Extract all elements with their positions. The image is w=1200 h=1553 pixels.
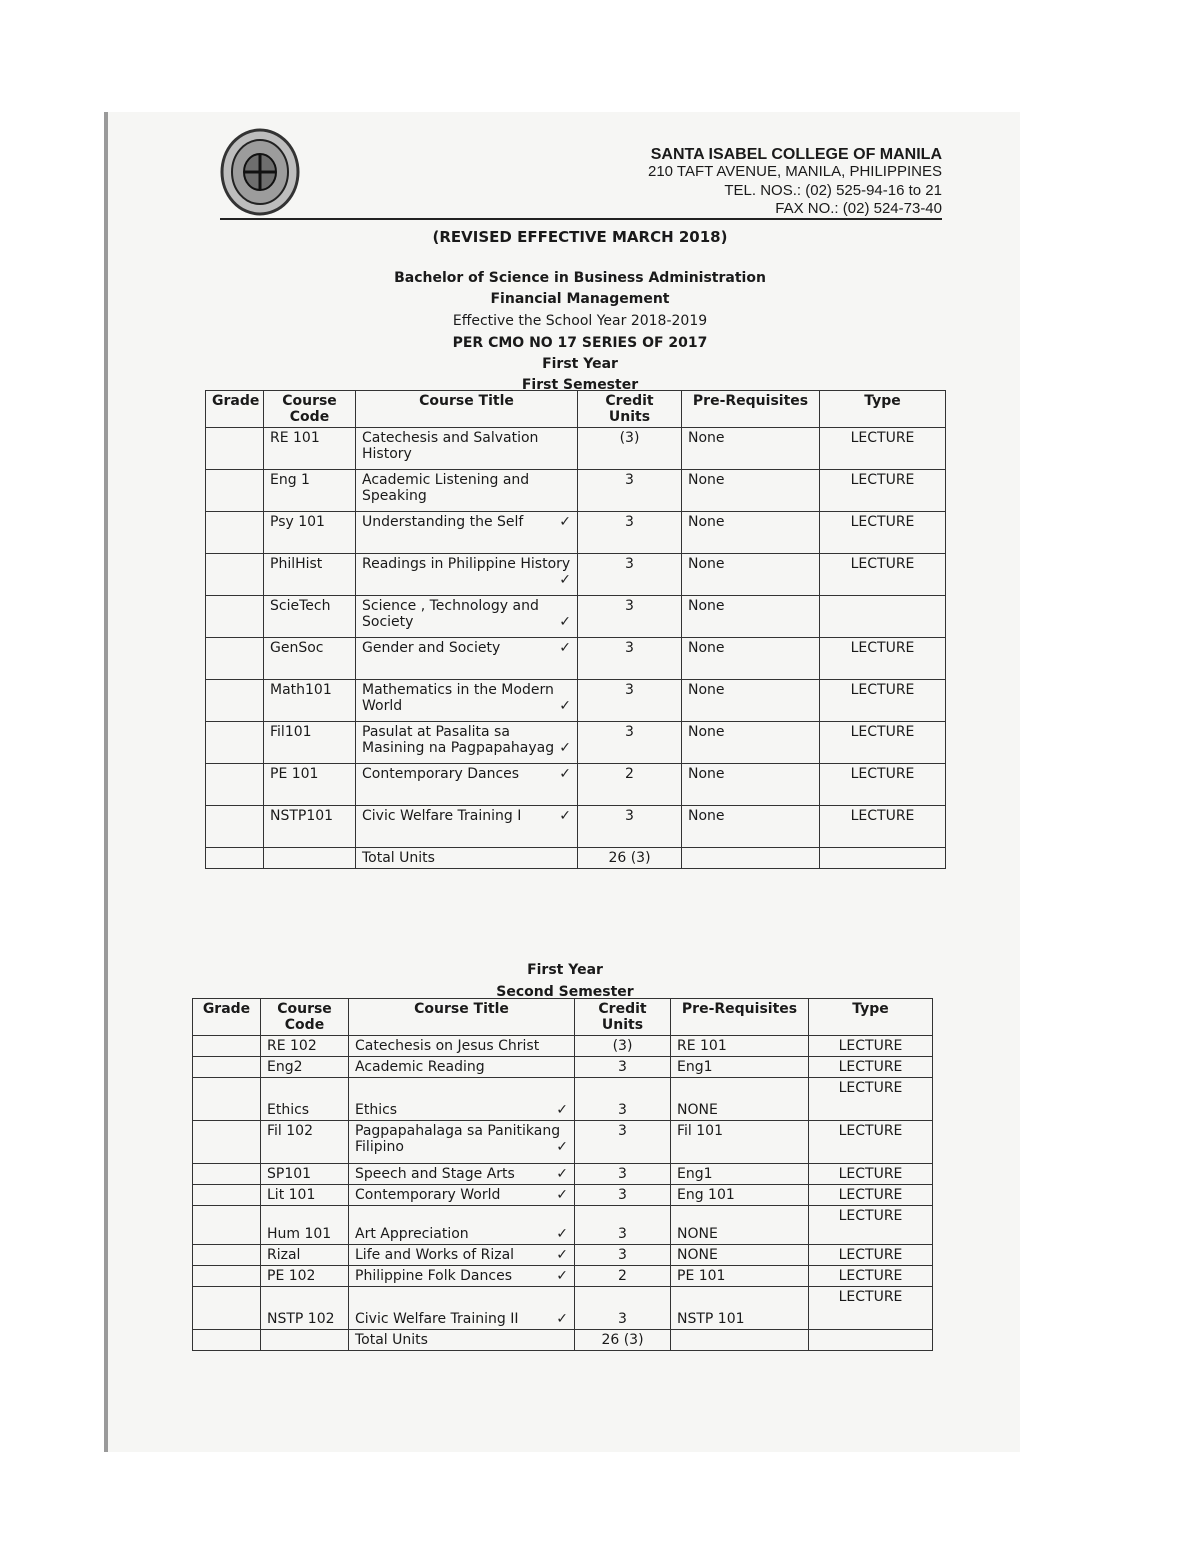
grade-cell: [206, 722, 264, 764]
second-semester-table: [192, 998, 933, 1351]
table-row: [206, 680, 946, 722]
checkmark-icon: ✓: [556, 1166, 568, 1182]
course-type: LECTURE: [820, 512, 946, 554]
checkmark-icon: ✓: [556, 1247, 568, 1263]
course-title: Catechesis on Jesus Christ: [349, 1036, 575, 1057]
course-code: Eng 1: [264, 470, 356, 512]
course-title: Pasulat at Pasalita sa Masining na Pagpapahayag ✓: [356, 722, 578, 764]
course-code: SP101: [261, 1164, 349, 1185]
course-code: Ethics: [261, 1078, 349, 1121]
table-row: [193, 1245, 933, 1266]
prerequisites: None: [682, 722, 820, 764]
total-row: [193, 1330, 933, 1351]
course-type: LECTURE: [809, 1185, 933, 1206]
column-type: Type: [809, 999, 933, 1036]
credit-units: 3: [575, 1057, 671, 1078]
table-row: [193, 1121, 933, 1164]
prerequisites: None: [682, 554, 820, 596]
table-row: [193, 1057, 933, 1078]
course-type: LECTURE: [820, 470, 946, 512]
prerequisites: NONE: [671, 1078, 809, 1121]
course-code: Psy 101: [264, 512, 356, 554]
course-title: Speech and Stage Arts ✓: [349, 1164, 575, 1185]
credit-units: 3: [575, 1121, 671, 1164]
grade-cell: [193, 1330, 261, 1351]
grade-cell: [193, 1057, 261, 1078]
course-title: Life and Works of Rizal ✓: [349, 1245, 575, 1266]
checkmark-icon: ✓: [559, 572, 571, 588]
course-type: LECTURE: [809, 1206, 933, 1245]
table-row: [193, 1185, 933, 1206]
course-type: LECTURE: [820, 764, 946, 806]
checkmark-icon: ✓: [556, 1102, 568, 1118]
credit-units: 3: [578, 554, 682, 596]
course-code: ScieTech: [264, 596, 356, 638]
prerequisites: PE 101: [671, 1266, 809, 1287]
prerequisites: None: [682, 596, 820, 638]
course-type: [820, 596, 946, 638]
course-title: Gender and Society ✓: [356, 638, 578, 680]
checkmark-icon: ✓: [559, 766, 571, 782]
checkmark-icon: ✓: [559, 698, 571, 714]
credit-units: (3): [578, 428, 682, 470]
prerequisites: None: [682, 638, 820, 680]
course-title: Ethics ✓: [349, 1078, 575, 1121]
grade-cell: [193, 1245, 261, 1266]
course-code: PE 102: [261, 1266, 349, 1287]
course-code: Lit 101: [261, 1185, 349, 1206]
grade-cell: [193, 1121, 261, 1164]
course-code: Hum 101: [261, 1206, 349, 1245]
credit-units: 3: [575, 1078, 671, 1121]
credit-units: 2: [578, 764, 682, 806]
table-row: [193, 1078, 933, 1121]
course-type: LECTURE: [820, 428, 946, 470]
school-fax: FAX NO.: (02) 524-73-40: [775, 200, 942, 217]
column-credit-units: Credit Units: [578, 391, 682, 428]
course-type: LECTURE: [809, 1057, 933, 1078]
table-row: [206, 596, 946, 638]
first-semester-table: [205, 390, 946, 869]
prerequisites: [671, 1330, 809, 1351]
course-title: Understanding the Self ✓: [356, 512, 578, 554]
course-type: [820, 848, 946, 869]
second-semester-label: Second Semester: [496, 984, 634, 1000]
table-row: [193, 1164, 933, 1185]
checkmark-icon: ✓: [556, 1226, 568, 1242]
column-course-title: Course Title: [356, 391, 578, 428]
total-label: Total Units: [356, 848, 578, 869]
college-seal-icon: [220, 128, 300, 216]
course-type: LECTURE: [820, 638, 946, 680]
course-type: LECTURE: [809, 1078, 933, 1121]
grade-cell: [193, 1185, 261, 1206]
course-type: [809, 1330, 933, 1351]
checkmark-icon: ✓: [559, 514, 571, 530]
course-code: GenSoc: [264, 638, 356, 680]
total-row: [206, 848, 946, 869]
prerequisites: None: [682, 806, 820, 848]
checkmark-icon: ✓: [556, 1187, 568, 1203]
course-type: LECTURE: [809, 1266, 933, 1287]
grade-cell: [193, 1266, 261, 1287]
course-type: LECTURE: [809, 1245, 933, 1266]
grade-cell: [193, 1206, 261, 1245]
school-name: SANTA ISABEL COLLEGE OF MANILA: [650, 146, 942, 163]
total-units: 26 (3): [575, 1330, 671, 1351]
course-title: Art Appreciation ✓: [349, 1206, 575, 1245]
header-divider: [220, 218, 942, 220]
grade-cell: [206, 512, 264, 554]
credit-units: 2: [575, 1266, 671, 1287]
grade-cell: [206, 848, 264, 869]
course-title: Academic Listening and Speaking: [356, 470, 578, 512]
course-title: Civic Welfare Training I ✓: [356, 806, 578, 848]
credit-units: 3: [575, 1245, 671, 1266]
course-title: Contemporary Dances ✓: [356, 764, 578, 806]
program-major: Financial Management: [490, 291, 670, 307]
second-sem-year-label: First Year: [527, 962, 603, 978]
column-type: Type: [820, 391, 946, 428]
course-title: Science , Technology and Society ✓: [356, 596, 578, 638]
grade-cell: [206, 596, 264, 638]
credit-units: 3: [575, 1287, 671, 1330]
credit-units: 3: [578, 512, 682, 554]
grade-cell: [206, 680, 264, 722]
checkmark-icon: ✓: [559, 740, 571, 756]
checkmark-icon: ✓: [556, 1268, 568, 1284]
course-code: PE 101: [264, 764, 356, 806]
course-type: LECTURE: [809, 1287, 933, 1330]
credit-units: 3: [578, 638, 682, 680]
first-semester-label: First Semester: [521, 377, 639, 393]
school-year: Effective the School Year 2018-2019: [452, 313, 708, 329]
prerequisites: Eng 101: [671, 1185, 809, 1206]
table-row: [193, 1287, 933, 1330]
grade-cell: [193, 1287, 261, 1330]
table-row: [206, 722, 946, 764]
table-row: [206, 638, 946, 680]
course-code: RE 102: [261, 1036, 349, 1057]
credit-units: 3: [575, 1164, 671, 1185]
table-row: [193, 1206, 933, 1245]
course-type: LECTURE: [820, 722, 946, 764]
table-header-row: [206, 391, 946, 428]
course-type: LECTURE: [820, 680, 946, 722]
total-label: Total Units: [349, 1330, 575, 1351]
course-title: Academic Reading: [349, 1057, 575, 1078]
course-title: Mathematics in the Modern World ✓: [356, 680, 578, 722]
checkmark-icon: ✓: [559, 640, 571, 656]
credit-units: 3: [578, 722, 682, 764]
course-code: Fil101: [264, 722, 356, 764]
table-row: [206, 470, 946, 512]
prerequisites: Eng1: [671, 1057, 809, 1078]
credit-units: 3: [578, 806, 682, 848]
course-title: Civic Welfare Training II ✓: [349, 1287, 575, 1330]
course-code: [264, 848, 356, 869]
course-code: RE 101: [264, 428, 356, 470]
course-type: LECTURE: [809, 1164, 933, 1185]
course-title: Contemporary World ✓: [349, 1185, 575, 1206]
course-code: Eng2: [261, 1057, 349, 1078]
course-code: [261, 1330, 349, 1351]
school-address: 210 TAFT AVENUE, MANILA, PHILIPPINES: [648, 163, 942, 180]
credit-units: 3: [575, 1185, 671, 1206]
course-title: Catechesis and Salvation History: [356, 428, 578, 470]
course-title: Readings in Philippine History ✓: [356, 554, 578, 596]
column-prerequisites: Pre-Requisites: [682, 391, 820, 428]
table-row: [206, 428, 946, 470]
grade-cell: [206, 638, 264, 680]
table-row: [206, 554, 946, 596]
column-course-code: Course Code: [261, 999, 349, 1036]
credit-units: 3: [578, 680, 682, 722]
prerequisites: None: [682, 680, 820, 722]
program-title: Bachelor of Science in Business Administration: [394, 270, 766, 286]
prerequisites: NONE: [671, 1245, 809, 1266]
course-type: LECTURE: [809, 1036, 933, 1057]
checkmark-icon: ✓: [556, 1311, 568, 1327]
grade-cell: [206, 428, 264, 470]
course-title: Philippine Folk Dances ✓: [349, 1266, 575, 1287]
grade-cell: [193, 1164, 261, 1185]
credit-units: 3: [578, 596, 682, 638]
grade-cell: [193, 1036, 261, 1057]
table-row: [193, 1036, 933, 1057]
course-code: Math101: [264, 680, 356, 722]
revision-note: (REVISED EFFECTIVE MARCH 2018): [432, 228, 728, 246]
grade-cell: [206, 470, 264, 512]
prerequisites: NONE: [671, 1206, 809, 1245]
grade-cell: [206, 764, 264, 806]
column-course-code: Course Code: [264, 391, 356, 428]
school-telephone: TEL. NOS.: (02) 525-94-16 to 21: [724, 182, 942, 199]
course-code: NSTP 102: [261, 1287, 349, 1330]
prerequisites: Fil 101: [671, 1121, 809, 1164]
column-credit-units: Credit Units: [575, 999, 671, 1036]
cmo-reference: PER CMO NO 17 SERIES OF 2017: [452, 335, 708, 351]
column-prerequisites: Pre-Requisites: [671, 999, 809, 1036]
prerequisites: None: [682, 470, 820, 512]
total-units: 26 (3): [578, 848, 682, 869]
course-code: Rizal: [261, 1245, 349, 1266]
credit-units: 3: [578, 470, 682, 512]
table-row: [206, 512, 946, 554]
course-code: NSTP101: [264, 806, 356, 848]
column-grade: Grade: [193, 999, 261, 1036]
prerequisites: None: [682, 512, 820, 554]
prerequisites: None: [682, 428, 820, 470]
course-type: LECTURE: [820, 806, 946, 848]
prerequisites: Eng1: [671, 1164, 809, 1185]
course-type: LECTURE: [820, 554, 946, 596]
prerequisites: RE 101: [671, 1036, 809, 1057]
course-code: Fil 102: [261, 1121, 349, 1164]
first-sem-year-label: First Year: [542, 356, 618, 372]
checkmark-icon: ✓: [559, 614, 571, 630]
credit-units: (3): [575, 1036, 671, 1057]
checkmark-icon: ✓: [559, 808, 571, 824]
prerequisites: [682, 848, 820, 869]
prerequisites: NSTP 101: [671, 1287, 809, 1330]
column-course-title: Course Title: [349, 999, 575, 1036]
table-row: [206, 806, 946, 848]
table-row: [206, 764, 946, 806]
prerequisites: None: [682, 764, 820, 806]
credit-units: 3: [575, 1206, 671, 1245]
table-header-row: [193, 999, 933, 1036]
table-row: [193, 1266, 933, 1287]
grade-cell: [206, 554, 264, 596]
course-title: Pagpapahalaga sa Panitikang Filipino ✓: [349, 1121, 575, 1164]
grade-cell: [193, 1078, 261, 1121]
course-type: LECTURE: [809, 1121, 933, 1164]
grade-cell: [206, 806, 264, 848]
checkmark-icon: ✓: [556, 1139, 568, 1155]
course-code: PhilHist: [264, 554, 356, 596]
column-grade: Grade: [206, 391, 264, 428]
